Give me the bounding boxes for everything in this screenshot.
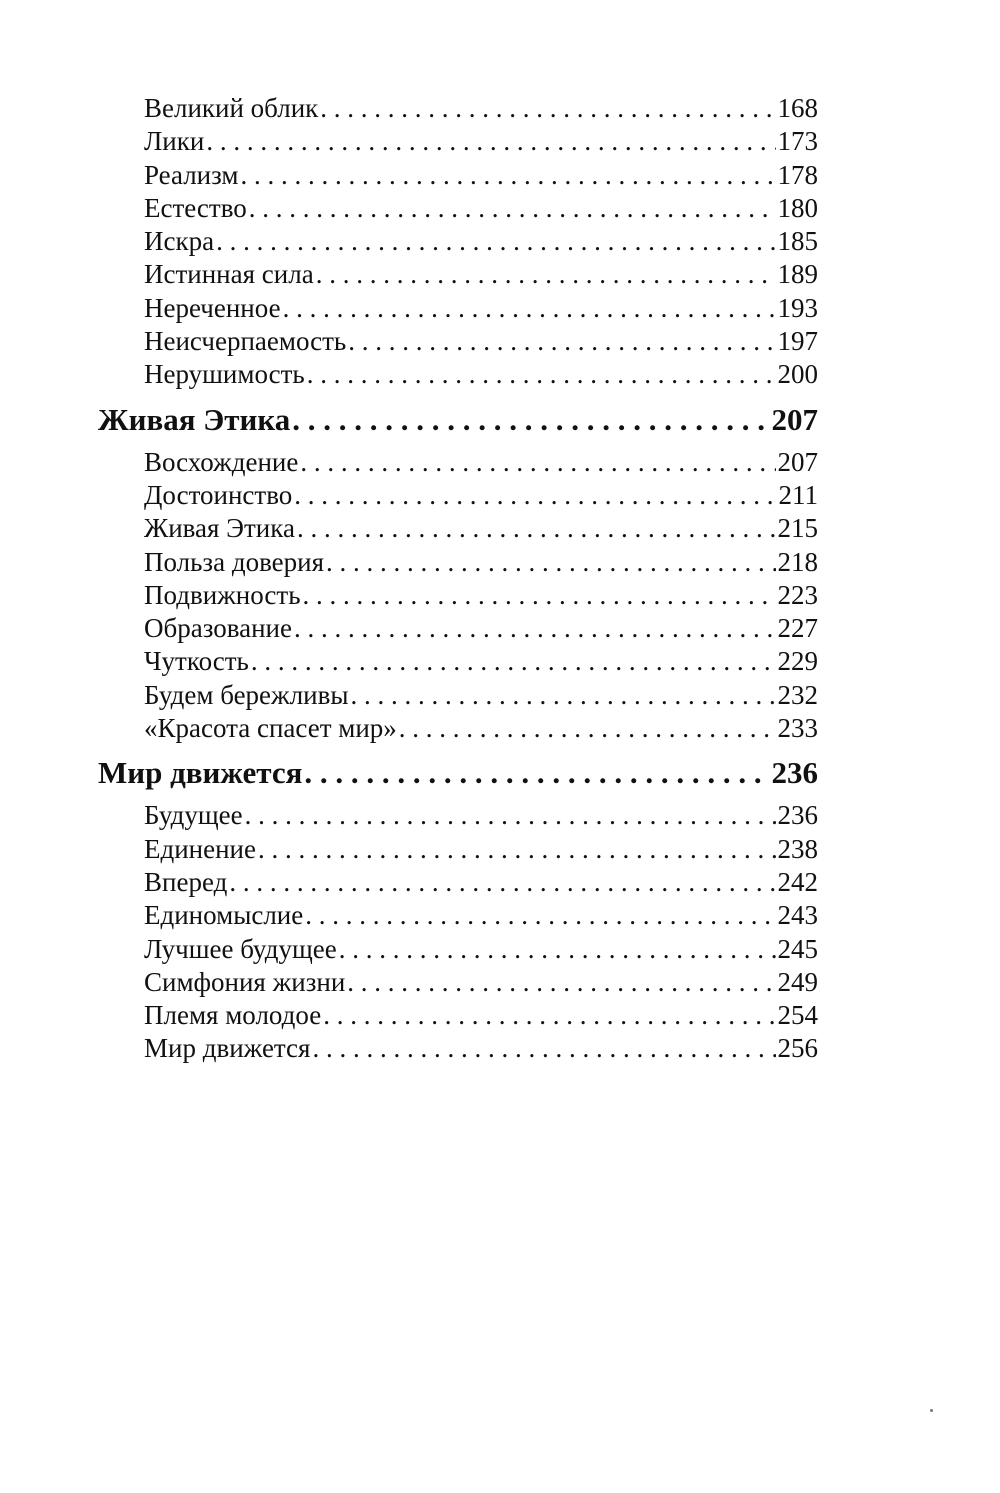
table-of-contents (98, 92, 818, 1066)
toc-entry-page: 242 (777, 866, 818, 897)
dot-leader (399, 712, 776, 745)
toc-entry-page: 173 (777, 126, 818, 157)
toc-entry-title: Достоинство (144, 479, 293, 510)
toc-entry-page: 229 (777, 646, 818, 677)
dot-leader (305, 899, 775, 932)
toc-entry-page: 245 (777, 933, 818, 964)
toc-entry-title: Единение (144, 833, 256, 864)
dot-leader (258, 833, 776, 866)
dot-leader (249, 192, 776, 225)
dot-leader (229, 866, 775, 899)
toc-entry (98, 192, 818, 225)
toc-entry-page: 223 (777, 579, 818, 610)
toc-group-continued (98, 92, 818, 392)
dot-leader (206, 125, 775, 158)
dot-leader (323, 999, 775, 1032)
dot-leader (316, 258, 776, 291)
toc-entry (98, 1032, 818, 1065)
toc-entry-page: 238 (777, 833, 818, 864)
dot-leader (251, 645, 776, 678)
dot-leader (326, 546, 775, 579)
toc-entry-page: 249 (777, 966, 818, 997)
toc-section-title: Мир движется (98, 755, 303, 791)
toc-entry-title: Единомыслие (144, 900, 304, 931)
toc-entry-page: 185 (777, 226, 818, 257)
toc-entry (98, 679, 818, 712)
toc-entry-page: 215 (777, 513, 818, 544)
toc-entry-title: Мир движется (144, 1033, 311, 1064)
toc-entry-page: 256 (777, 1033, 818, 1064)
dot-leader (283, 292, 776, 325)
toc-section-title: Живая Этика (98, 401, 291, 437)
toc-entry (98, 899, 818, 932)
toc-entry (98, 833, 818, 866)
toc-entry-title: Чуткость (144, 646, 249, 677)
dot-leader (304, 747, 769, 799)
toc-section-mir-dvizhetsya (98, 747, 818, 1065)
toc-section-zhivaya-etika (98, 394, 818, 746)
toc-entry-page: 211 (778, 479, 818, 510)
toc-entry-title: Естество (144, 192, 247, 223)
toc-section-page: 207 (771, 401, 818, 437)
toc-entry (98, 125, 818, 158)
dot-leader (241, 159, 776, 192)
dot-leader (303, 579, 776, 612)
toc-entry (98, 225, 818, 258)
toc-entry-page: 189 (777, 259, 818, 290)
toc-entry (98, 479, 818, 512)
toc-entry-page: 218 (777, 546, 818, 577)
scan-speck (930, 1409, 933, 1412)
toc-entry-title: Живая Этика (144, 513, 295, 544)
toc-section-heading (98, 394, 818, 446)
toc-entry-title: Нереченное (144, 292, 281, 323)
toc-entry-page: 233 (777, 713, 818, 744)
toc-entry-page: 254 (777, 1000, 818, 1031)
toc-entry-page: 243 (777, 900, 818, 931)
toc-entry (98, 999, 818, 1032)
toc-section-heading (98, 747, 818, 799)
toc-entry-title: Симфония жизни (144, 966, 346, 997)
dot-leader (245, 799, 776, 832)
dot-leader (348, 325, 775, 358)
toc-entry-title: Вперед (144, 866, 228, 897)
toc-entry-page: 180 (777, 192, 818, 223)
dot-leader (312, 1032, 775, 1065)
toc-entry-title: Будем бережливы (144, 679, 349, 710)
toc-entry (98, 612, 818, 645)
toc-entry-title: Истинная сила (144, 259, 314, 290)
toc-entry-page: 168 (777, 93, 818, 123)
toc-entry-page: 227 (777, 613, 818, 644)
toc-entry-title: Польза доверия (144, 546, 325, 577)
toc-entry-title: «Красота спасет мир» (144, 713, 397, 744)
toc-entry-title: Племя молодое (144, 1000, 322, 1031)
dot-leader (320, 92, 775, 125)
toc-entry-page: 232 (777, 679, 818, 710)
toc-entry-page: 207 (777, 446, 818, 477)
dot-leader (347, 966, 775, 999)
dot-leader (292, 394, 769, 446)
toc-entry-page: 236 (777, 800, 818, 831)
toc-entry-title: Будущее (144, 800, 243, 831)
toc-entry-title: Подвижность (144, 579, 301, 610)
toc-entry-title: Восхождение (144, 446, 299, 477)
toc-entry (98, 258, 818, 291)
toc-section-page: 236 (771, 755, 818, 791)
toc-entry-page: 197 (777, 326, 818, 357)
dot-leader (294, 479, 776, 512)
toc-entry (98, 358, 818, 391)
dot-leader (297, 512, 776, 545)
toc-entry-page: 178 (777, 159, 818, 190)
toc-entry (98, 579, 818, 612)
toc-entry-title: Лучшее будущее (144, 933, 337, 964)
toc-entry-title: Нерушимость (144, 359, 305, 390)
toc-entry (98, 325, 818, 358)
toc-entry-title: Реализм (144, 159, 239, 190)
toc-entry (98, 92, 818, 125)
toc-entry (98, 933, 818, 966)
toc-entry (98, 712, 818, 745)
toc-entry (98, 512, 818, 545)
toc-entry-title: Великий облик (144, 93, 319, 123)
dot-leader (339, 933, 776, 966)
toc-entry (98, 446, 818, 479)
toc-entry (98, 866, 818, 899)
toc-entry-title: Образование (144, 613, 292, 644)
toc-entry (98, 966, 818, 999)
dot-leader (216, 225, 775, 258)
toc-entry (98, 292, 818, 325)
dot-leader (307, 358, 776, 391)
toc-entry-title: Неисчерпаемость (144, 326, 347, 357)
toc-entry-page: 193 (777, 292, 818, 323)
toc-entry (98, 546, 818, 579)
toc-entry-title: Лики (144, 126, 205, 157)
toc-entry (98, 799, 818, 832)
dot-leader (300, 446, 775, 479)
dot-leader (294, 612, 776, 645)
toc-entry (98, 159, 818, 192)
toc-entry-title: Искра (144, 226, 215, 257)
toc-entry (98, 645, 818, 678)
dot-leader (351, 679, 776, 712)
toc-entry-page: 200 (777, 359, 818, 390)
